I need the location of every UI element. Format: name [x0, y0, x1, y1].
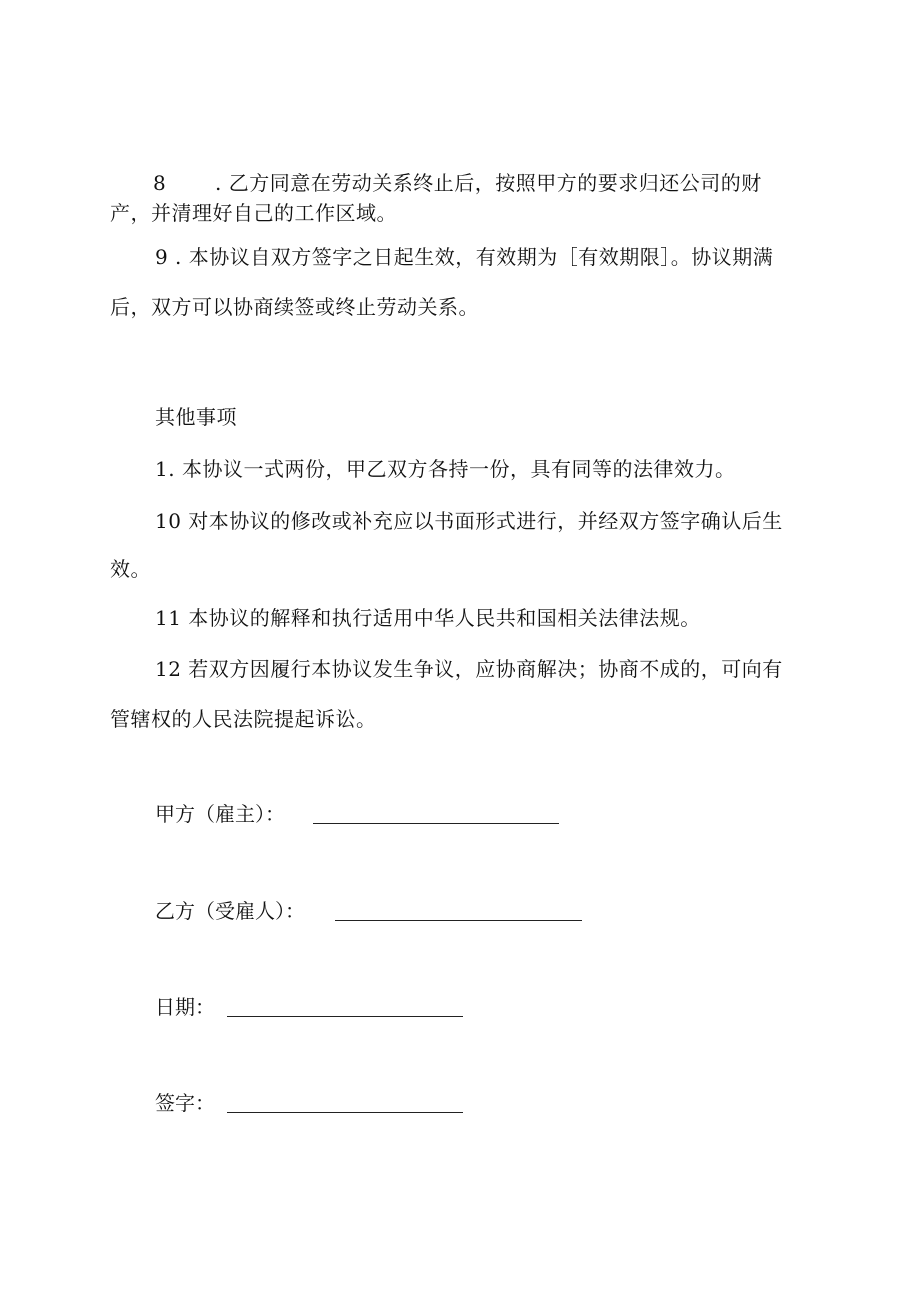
section-title: 其他事项 — [155, 405, 237, 429]
party-a-signature-line[interactable] — [313, 823, 559, 824]
clause-8-line-1 — [153, 170, 762, 196]
party-b-row — [155, 898, 305, 924]
clause-9-number: 9 — [155, 245, 169, 269]
signature-row — [155, 1090, 215, 1116]
party-a-label: 甲方（雇主）： — [155, 802, 285, 826]
other-item-12-line-1: 12 若双方因履行本协议发生争议，应协商解决；协商不成的，可向有 — [155, 657, 783, 681]
clause-9-line-1 — [155, 244, 773, 270]
other-item-10-line-1: 10 对本协议的修改或补充应以书面形式进行，并经双方签字确认后生 — [155, 509, 783, 533]
signature-label: 签字： — [155, 1091, 215, 1115]
party-b-signature-line[interactable] — [335, 920, 582, 921]
other-item-1: 1. 本协议一式两份，甲乙双方各持一份，具有同等的法律效力。 — [155, 457, 736, 481]
other-item-10-line-2: 效。 — [110, 557, 151, 581]
clause-8-text: . 乙方同意在劳动关系终止后，按照甲方的要求归还公司的财 — [215, 171, 762, 195]
date-line[interactable] — [227, 1016, 463, 1017]
other-item-11: 11 本协议的解释和执行适用中华人民共和国相关法律法规。 — [155, 606, 701, 630]
signature-line[interactable] — [227, 1112, 463, 1113]
clause-9-line-2: 后，双方可以协商续签或终止劳动关系。 — [110, 295, 479, 319]
clause-8-line-2: 产，并清理好自己的工作区域。 — [110, 201, 397, 225]
clause-9-text: . 本协议自双方签字之日起生效，有效期为［有效期限］。协议期满 — [175, 245, 774, 269]
date-row — [155, 994, 215, 1020]
clause-8-number: 8 — [153, 171, 167, 195]
other-item-12-line-2: 管辖权的人民法院提起诉讼。 — [110, 707, 377, 731]
party-b-label: 乙方（受雇人）： — [155, 899, 305, 923]
party-a-row — [155, 801, 285, 827]
date-label: 日期： — [155, 995, 215, 1019]
